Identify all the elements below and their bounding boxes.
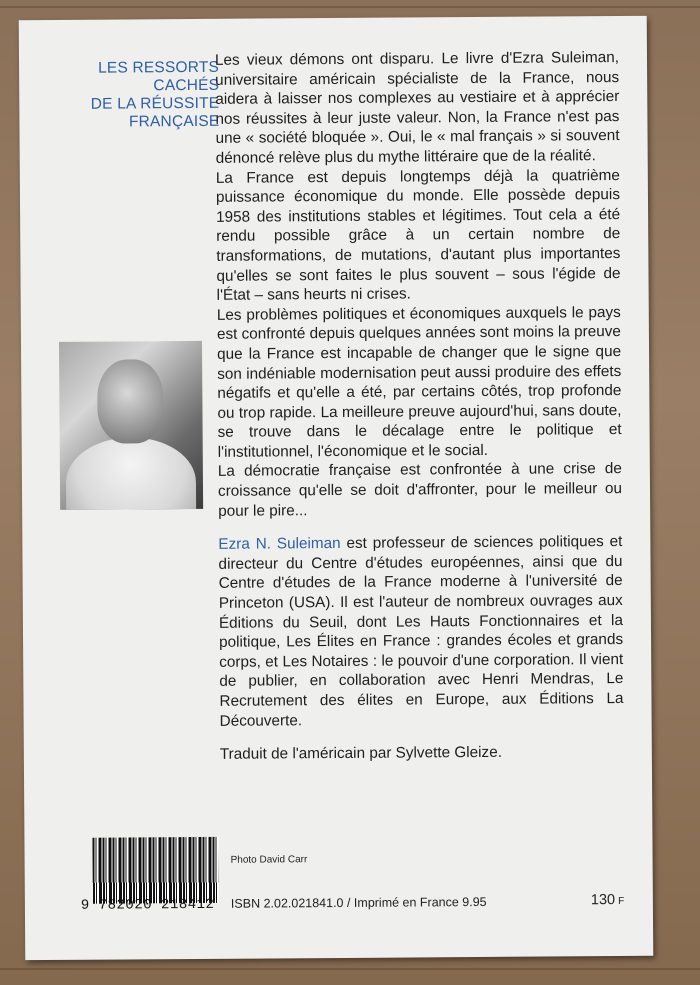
author-bio xyxy=(218,532,623,731)
author-shirt xyxy=(66,437,197,510)
price xyxy=(591,892,624,908)
blurb-paragraph: Les problèmes politiques et économiques auxquels le pays est confronté depuis quelques années sont moins la preuve que la France est incapable de changer que le signe que son indéniable modernisation peut aussi produire des effets négatifs et qu'elle a été, par certains côtés, trop profonde ou trop rapide. La meilleure preuve aujourd'hui, sans doute, se trouve dans le décalage entre le politique et l'institutionnel, l'économique et le social. xyxy=(216,303,622,461)
price-unit: F xyxy=(618,895,625,908)
wood-plank-line xyxy=(0,968,700,970)
wood-plank-line xyxy=(0,6,700,8)
side-title-line: CACHÉS xyxy=(153,76,220,95)
translation-credit: Traduit de l'américain par Sylvette Gleize. xyxy=(219,744,502,764)
author-bio-text: est professeur de sciences politiques et directeur du Centre d'études européennes, ainsi que du Centre d'études de la France moderne à l'université de Princeton (USA). Il est l'auteur de nombreux ouvrages aux Éditions du Seuil, dont Les Hauts Fonctionnaires et la politique, Les Élites en France : grandes écoles et grands corps, et Les Notaires : le pouvoir d'une corporation. Il vient de publier, en collaboration avec Henri Mendras, Le Recrutement des élites en Europe, aux Éditions La Découverte. xyxy=(218,533,624,730)
barcode-number: 9 782020 218412 xyxy=(80,896,215,914)
barcode xyxy=(92,837,218,904)
blurb-paragraph: La démocratie française est confrontée à une crise de croissance qu'elle se doit d'affronter, pour le meilleur ou pour le pire... xyxy=(217,460,623,520)
author-photo xyxy=(59,341,203,510)
blurb-paragraph: Les vieux démons ont disparu. Le livre d'Ezra Suleiman, universitaire américain spécialiste de la France, nous aidera à laisser nos complexes au vestiaire et à apprécier nos réussites à leur juste valeur. Non, la France n'est pas une « société bloquée ». Oui, le « mal français » si souvent dénoncé relève plus du mythe littéraire que de la réalité. xyxy=(214,49,620,167)
blurb-column xyxy=(215,48,624,765)
side-title-line: FRANÇAISE xyxy=(128,112,220,131)
price-value: 130 xyxy=(590,892,616,909)
side-title-line: LES RESSORTS xyxy=(98,58,220,77)
author-head xyxy=(97,359,164,443)
side-title-line: DE LA RÉUSSITE xyxy=(90,94,220,113)
book-back-cover xyxy=(19,16,654,960)
author-name: Ezra N. Suleiman xyxy=(218,535,341,554)
isbn-line: ISBN 2.02.021841.0 / Imprimé en France 9.95 xyxy=(230,894,487,911)
photo-credit: Photo David Carr xyxy=(230,854,308,866)
blurb-paragraph: La France est depuis longtemps déjà la quatrième puissance économique du monde. Elle possède depuis 1958 des institutions stables et légitimes. Tout cela a été rendu possible grâce à un certain nombre de transformations, de mutations, d'autant plus importantes qu'elles se sont faites le plus souvent – sous l'égide de l'État – sans heurts ni crises. xyxy=(215,166,621,304)
side-title xyxy=(59,59,219,132)
